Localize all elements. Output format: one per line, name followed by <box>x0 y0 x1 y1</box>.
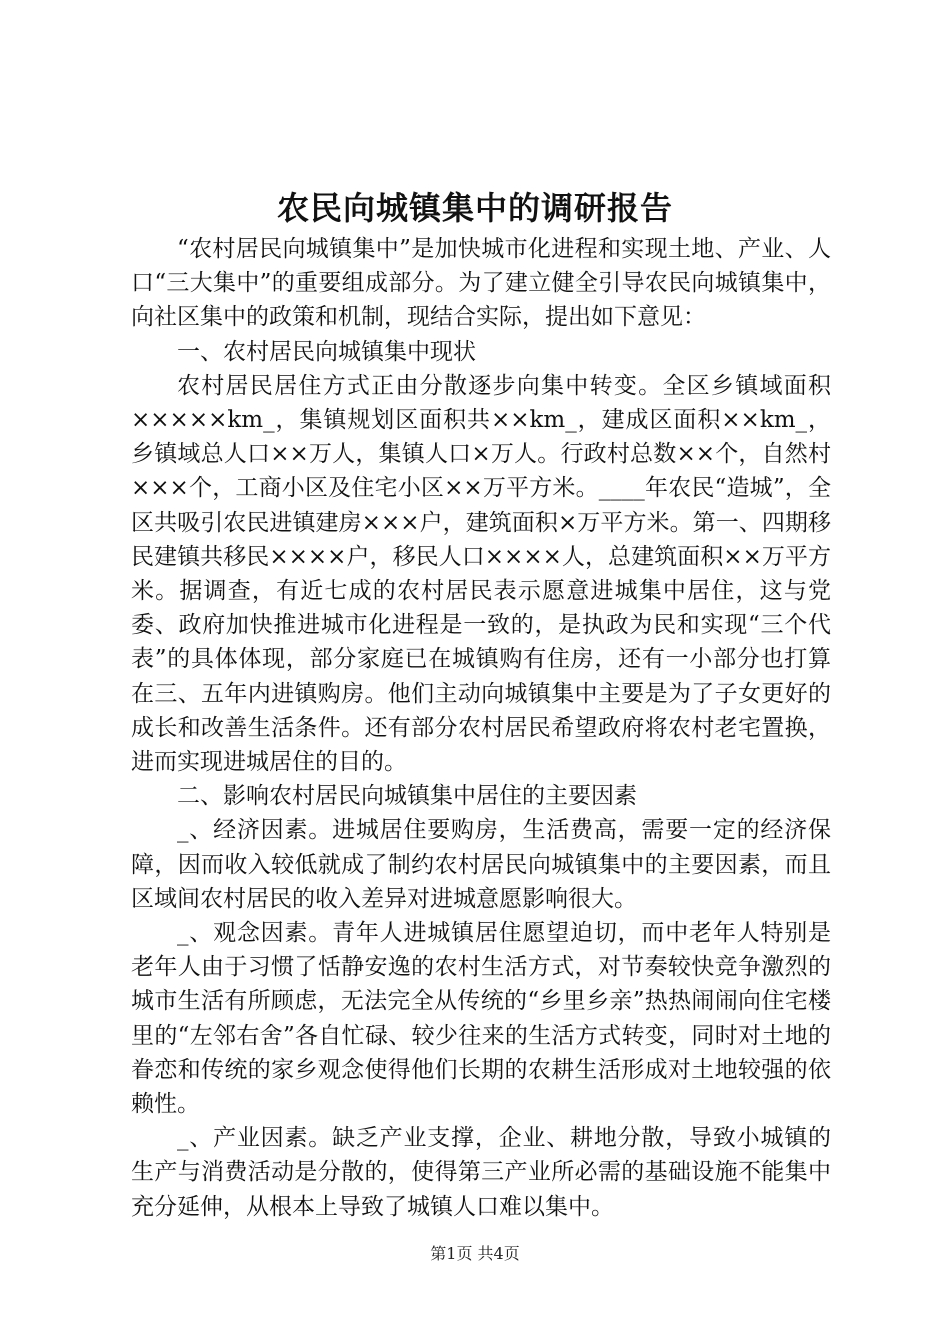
economic-factor-paragraph: _、经济因素。进城居住要购房，生活费高，需要一定的经济保障，因而收入较低就成了制约农村居民向城镇集中的主要因素，而且区域间农村居民的收入差异对进城意愿影响很大。 <box>131 817 831 912</box>
page-title: 农民向城镇集中的调研报告 <box>276 189 673 227</box>
status-paragraph: 农村居民居住方式正由分散逐步向集中转变。全区乡镇域面积×××××km_，集镇规划区面积共××km_，建成区面积××km_，乡镇域总人口××万人，集镇人口×万人。行政村总数××个，自然村×××个，工商小区及住宅小区××万平方米。____年农民“造城”，全区共吸引农民进镇建房×××户，建筑面积×万平方米。第一、四期移民建镇共移民××××户，移民人口××××人，总建筑面积××万平方米。据调查，有近七成的农村居民表示愿意进城集中居住，这与党委、政府加快推进城市化进程是一致的，是执政为民和实现“三个代表”的具体体现，部分家庭已在城镇购有住房，还有一小部分也打算在三、五年内进镇购房。他们主动向城镇集中主要是为了子女更好的成长和改善生活条件。还有部分农村居民希望政府将农村老宅置换，进而实现进城居住的目的。 <box>131 372 831 776</box>
concept-factor-paragraph: _、观念因素。青年人进城镇居住愿望迫切，而中老年人特别是老年人由于习惯了恬静安逸的农村生活方式，对节奏较快竞争激烈的城市生活有所顾虑，无法完全从传统的“乡里乡亲”热热闹闹向住宅楼里的“左邻右舍”各自忙碌、较少往来的生活方式转变，同时对土地的眷恋和传统的家乡观念使得他们长期的农耕生活形成对土地较强的依赖性。 <box>131 920 831 1118</box>
document-body <box>131 232 831 1224</box>
industry-factor-paragraph: _、产业因素。缺乏产业支撑，企业、耕地分散，导致小城镇的生产与消费活动是分散的，使得第三产业所必需的基础设施不能集中充分延伸，从根本上导致了城镇人口难以集中。 <box>131 1125 831 1220</box>
section-heading-1: 一、农村居民向城镇集中现状 <box>177 338 476 365</box>
intro-paragraph: “农村居民向城镇集中”是加快城市化进程和实现土地、产业、人口“三大集中”的重要组成部分。为了建立健全引导农民向城镇集中，向社区集中的政策和机制，现结合实际，提出如下意见： <box>131 236 831 331</box>
section-heading-2: 二、影响农村居民向城镇集中居住的主要因素 <box>177 783 637 810</box>
page-number-footer: 第1页 共4页 <box>430 1244 520 1263</box>
